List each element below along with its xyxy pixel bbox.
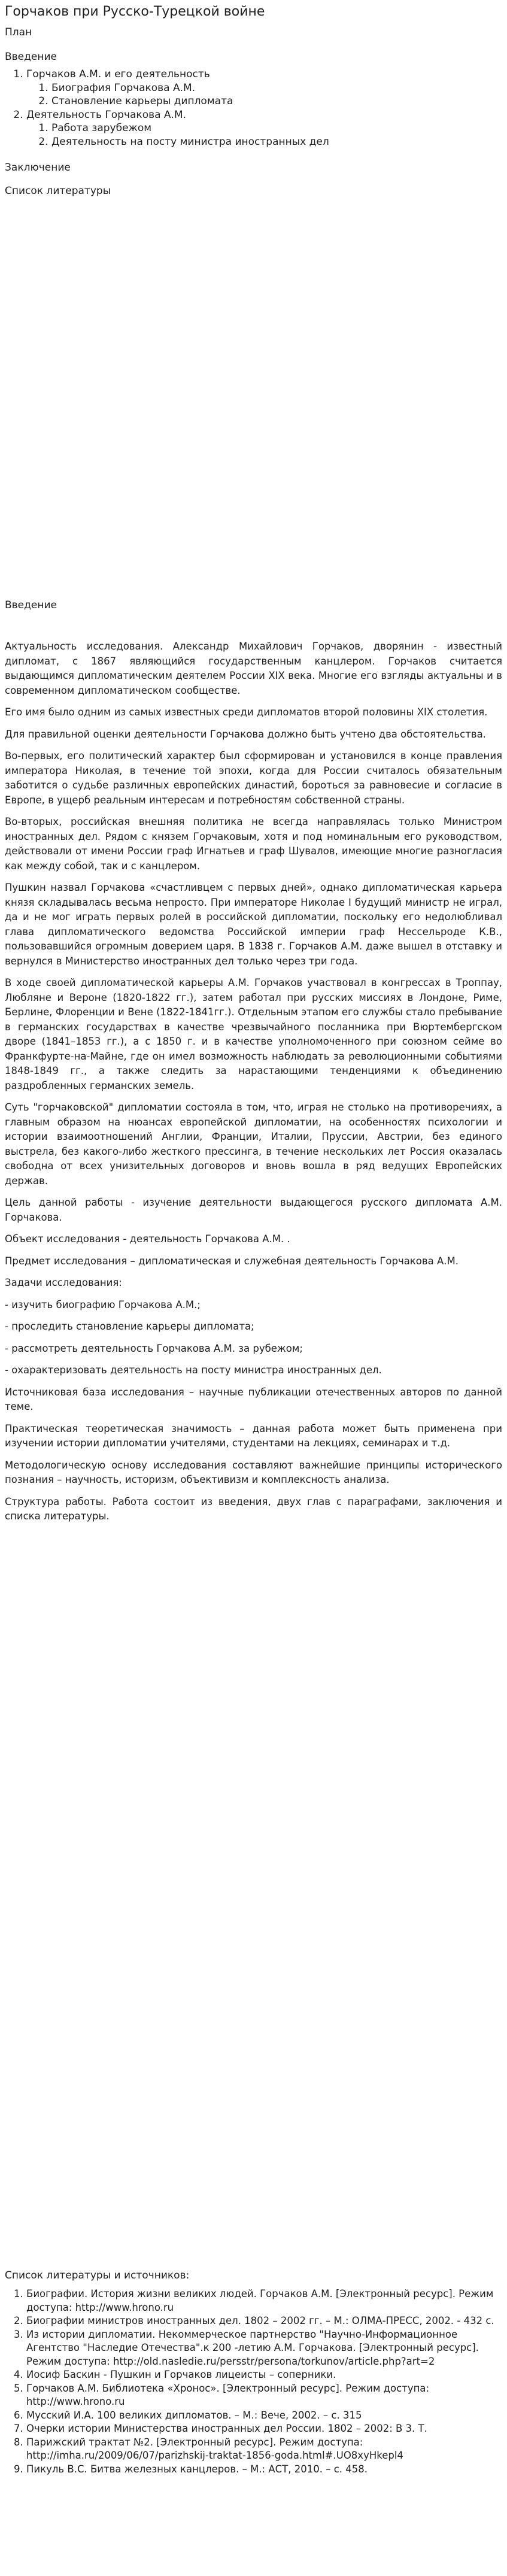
plan-label: План [5, 26, 32, 38]
paragraph: - изучить биографию Горчакова А.М.; [5, 1298, 201, 1310]
section-heading-introduction: Введение [5, 599, 57, 611]
paragraph: Во-вторых, российская внешняя политика не всегда направлялась только Министром иностранных дел. Рядом с князем Горчаковым, хотя и под номинальным его руководством, действовали от имени России граф Игнатьев и граф Шувалов, имеющие многие разногласия как между собой, так и с канцлером. [5, 816, 502, 872]
toc-item-label: Горчаков А.М. и его деятельность [26, 68, 210, 80]
paragraph: Предмет исследования – дипломатическая и служебная деятельность Горчакова А.М. [5, 1255, 459, 1267]
toc-item-label: Деятельность Горчакова А.М. [26, 108, 187, 121]
paragraph: Суть "горчаковской" дипломатии состояла в том, что, играя не столько на противоречиях, а главным образом на нюансах европейской дипломатии, на особенностях психологии и истории взаимоотношений Англии, Франции, Италии, Пруссии, Австрии, без единого выстрела, без какого-либо жесткого прессинга, в течение нескольких лет Россия оказалась свободна от всех унизительных договоров и вновь вошла в ряд ведущих Европейских держав. [5, 1102, 502, 1187]
toc-subitem: 1. Биография Горчакова А.М. [51, 81, 329, 95]
toc-literature-label: Список литературы [5, 185, 111, 197]
paragraph: В ходе своей дипломатической карьеры А.М. Горчаков участвовал в конгрессах в Троппау, Любляне и Вероне (1820-1822 гг.), затем работал при русских миссиях в Лондоне, Риме, Берлине, Флоренции и Вене (1822-1841гг.). Отдельным этапом его службы стало пребывание в германских государствах в качестве чрезвычайного посланника при Вюртембергском дворе (1841–1853 гг.), а с 1850 г. и в качестве уполномоченного при союзном сейме во Франкфурте-на-Майне, где он имел возможность наблюдать за революционными событиями 1848-1849 гг., а также следить за нарастающими тенденциями к объединению раздробленных германских земель. [5, 977, 502, 1091]
toc-subitem: 1. Работа зарубежом [51, 122, 329, 135]
paragraph: Актуальность исследования. Александр Михайлович Горчаков, дворянин - известный дипломат, с 1867 являющийся государственным канцлером. Горчаков считается выдающимся дипломатическим деятелем России XIX века. Многие его взгляды актуальны и в современном дипломатическом сообществе. [5, 641, 502, 696]
table-of-contents [5, 68, 329, 148]
source-item: 4. Иосиф Баскин - Пушкин и Горчаков лицеисты – соперники. [26, 2368, 497, 2382]
paragraph: Практическая теоретическая значимость – данная работа может быть применена при изучении истории дипломатии учителями, студентами на лекциях, семинарах и т.д. [5, 1422, 502, 1449]
paragraph: Пушкин назвал Горчакова «счастливцем с первых дней», однако дипломатическая карьера князя складывалась весьма непросто. При императоре Николае I будущий министр не играл, да и не мог играть первых ролей в российской дипломатии, поскольку его недолюбливал глава дипломатического ведомства Российской империи граф Нессельроде К.В., пользовавшийся огромным доверием царя. В 1838 г. Горчаков А.М. даже вышел в отставку и вернулся в Министерство иностранных дел только через три года. [5, 882, 502, 967]
paragraph: Методологическую основу исследования составляют важнейшие принципы исторического познания – научность, историзм, объективизм и комплексность анализа. [5, 1459, 502, 1485]
paragraph: Цель данной работы - изучение деятельности выдающегося русского дипломата А.М. Горчакова. [5, 1197, 502, 1223]
source-item: 9. Пикуль В.С. Битва железных канцлеров. – М.: АСТ, 2010. – с. 458. [26, 2463, 497, 2477]
source-item: 6. Мусский И.А. 100 великих дипломатов. – М.: Вече, 2002. – с. 315 [26, 2409, 497, 2423]
paragraph: Его имя было одним из самых известных среди дипломатов второй половины XIX столетия. [5, 706, 488, 718]
introduction-body [5, 639, 502, 1531]
paragraph: - рассмотреть деятельность Горчакова А.М. за рубежом; [5, 1342, 303, 1354]
paragraph: Источниковая база исследования – научные публикации отечественных авторов по данной теме. [5, 1386, 502, 1412]
document-title: Горчаков при Русско-Турецкой войне [5, 4, 265, 19]
toc-item [26, 108, 329, 149]
paragraph: Во-первых, его политический характер был сформирован и установился в конце правления императора Николая, в течение той эпохи, когда для России считалось обязательным заботится о судьбе различных европейских династий, бороться за равновесие и согласие в Европе, в ущерб реальным интересам и потребностям собственной страны. [5, 750, 502, 806]
paragraph: - охарактеризовать деятельность на посту министра иностранных дел. [5, 1364, 382, 1376]
sources-list [5, 2287, 497, 2476]
toc-subitem: 2. Становление карьеры дипломата [51, 95, 329, 108]
paragraph: Для правильной оценки деятельности Горчакова должно быть учтено два обстоятельства. [5, 728, 486, 740]
source-item: 3. Из истории дипломатии. Некоммерческое партнерство "Научно-Информационное Агентство "Наследие Отечества".к 200 -летию А.М. Горчакова. [Электронный ресурс]. Режим доступа: http://old.nasledie.ru/persstr/persona/torkunov/article.php?art=2 [26, 2328, 497, 2369]
source-item: 8. Парижский трактат №2. [Электронный ресурс]. Режим доступа: http://imha.ru/2009/06/07/parizhskij-traktat-1856-goda.html#.UO8xyHkepl4 [26, 2436, 497, 2463]
paragraph: Задачи исследования: [5, 1277, 122, 1288]
toc-conclusion-label: Заключение [5, 162, 71, 174]
toc-subitem: 2. Деятельность на посту министра иностранных дел [51, 135, 329, 149]
source-item: 1. Биографии. История жизни великих людей. Горчаков А.М. [Электронный ресурс]. Режим доступа: http://www.hrono.ru [26, 2287, 497, 2314]
source-item: 5. Горчаков А.М. Библиотека «Хронос». [Электронный ресурс]. Режим доступа: http://www.hrono.ru [26, 2382, 497, 2409]
source-item: 7. Очерки истории Министерства иностранных дел России. 1802 – 2002: В 3. Т. [26, 2422, 497, 2436]
paragraph: Объект исследования - деятельность Горчакова А.М. . [5, 1233, 290, 1245]
paragraph: - проследить становление карьеры дипломата; [5, 1321, 254, 1332]
paragraph: Структура работы. Работа состоит из введения, двух глав с параграфами, заключения и списка литературы. [5, 1495, 502, 1522]
toc-item [26, 68, 329, 108]
toc-intro-label: Введение [5, 51, 57, 63]
section-heading-sources: Список литературы и источников: [5, 2269, 190, 2281]
source-item: 2. Биографии министров иностранных дел. 1802 – 2002 гг. – М.: ОЛМА-ПРЕСС, 2002. - 432 с. [26, 2314, 497, 2328]
